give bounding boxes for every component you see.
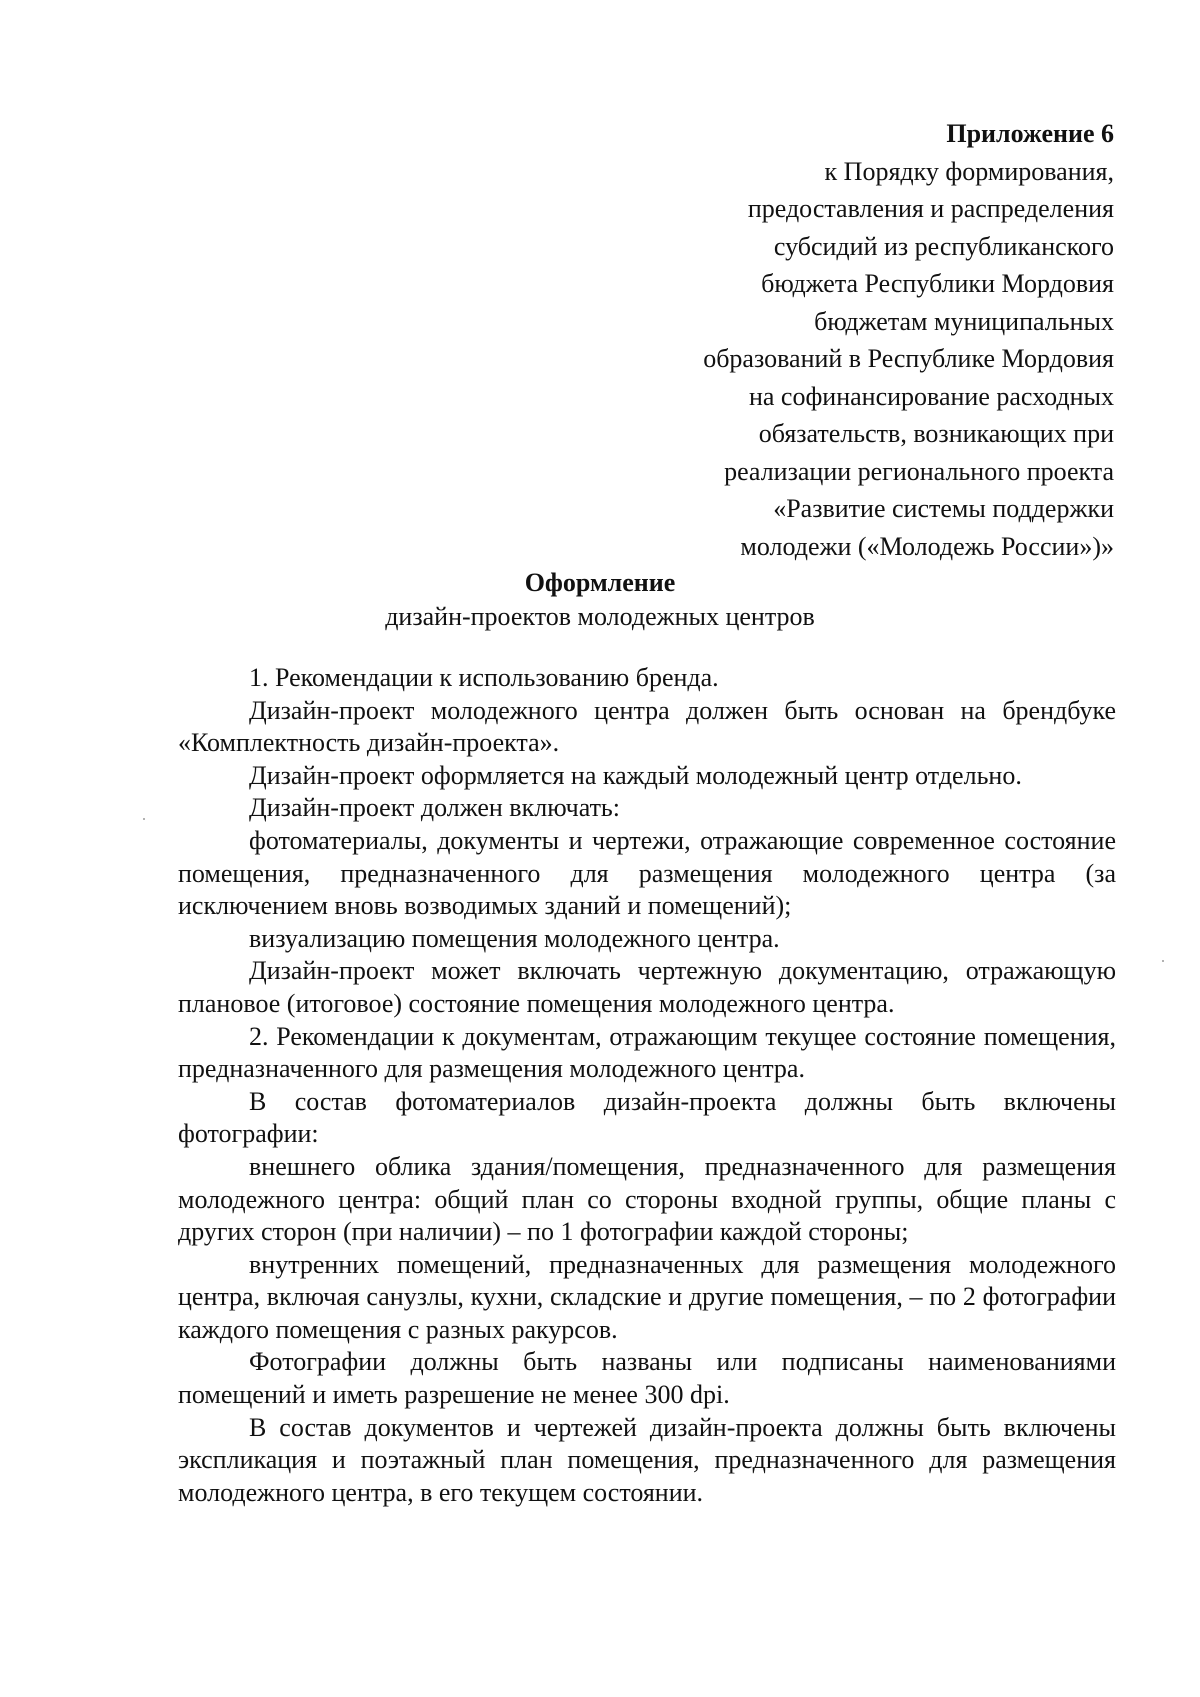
paragraph: В состав документов и чертежей дизайн-проекта должны быть включены экспликация и поэтажный план помещения, предназначенного для размещения молодежного центра, в его текущем состоянии.: [178, 1412, 1116, 1507]
paragraph: Фотографии должны быть названы или подписаны наименованиями помещений и иметь разрешение не менее 300 dpi.: [178, 1347, 1116, 1410]
appendix-line: на софинансирование расходных: [748, 381, 1114, 411]
scan-speck: [1162, 960, 1164, 962]
appendix-line: к Порядку формирования,: [824, 156, 1114, 186]
appendix-line: образований в Республике Мордовия: [703, 344, 1114, 373]
appendix-line: предоставления и распределения: [747, 194, 1114, 223]
appendix-line: субсидий из республиканского: [773, 231, 1114, 261]
appendix-line: бюджетам муниципальных: [814, 306, 1114, 336]
paragraph: визуализацию помещения молодежного центра.: [249, 923, 780, 953]
paragraph: фотоматериалы, документы и чертежи, отражающие современное состояние помещения, предназначенного для размещения молодежного центра (за исключением вновь возводимых зданий и помещений);: [178, 825, 1116, 921]
paragraph-section-1-heading: 1. Рекомендации к использованию бренда.: [249, 663, 719, 692]
paragraph-section-2-heading: 2. Рекомендации к документам, отражающим текущее состояние помещения, предназначенного для размещения молодежного центра.: [178, 1021, 1116, 1084]
appendix-line: обязательств, возникающих при: [758, 419, 1114, 448]
paragraph: внешнего облика здания/помещения, предназначенного для размещения молодежного центра: общий план со стороны входной группы, общие планы с других сторон (при наличии) – по 1 фотографии каждой стороны;: [178, 1151, 1116, 1247]
paragraph: Дизайн-проект молодежного центра должен быть основан на брендбуке «Комплектность дизайн-проекта».: [178, 695, 1116, 758]
document-title: Оформление: [524, 568, 676, 597]
appendix-line: молодежи («Молодежь России»)»: [740, 531, 1114, 561]
paragraph: Дизайн-проект может включать чертежную документацию, отражающую плановое (итоговое) состояние помещения молодежного центра.: [178, 956, 1116, 1018]
scan-speck: [143, 818, 145, 820]
appendix-line: реализации регионального проекта: [724, 456, 1114, 486]
appendix-line: бюджета Республики Мордовия: [761, 269, 1114, 298]
document-subtitle: дизайн-проектов молодежных центров: [385, 602, 815, 631]
document-heading: [0, 566, 1200, 634]
paragraph: Дизайн-проект должен включать:: [249, 793, 621, 823]
paragraph: Дизайн-проект оформляется на каждый молодежный центр отдельно.: [249, 760, 1022, 790]
paragraph: В состав фотоматериалов дизайн-проекта должны быть включены фотографии:: [178, 1086, 1116, 1149]
appendix-title: Приложение 6: [946, 119, 1114, 148]
document-body: [178, 662, 1116, 1509]
appendix-line: «Развитие системы поддержки: [773, 494, 1114, 523]
paragraph: внутренних помещений, предназначенных для размещения молодежного центра, включая санузлы, кухни, складские и другие помещения, – по 2 фотографии каждого помещения с разных ракурсов.: [178, 1249, 1116, 1344]
appendix-block: [554, 115, 1114, 565]
